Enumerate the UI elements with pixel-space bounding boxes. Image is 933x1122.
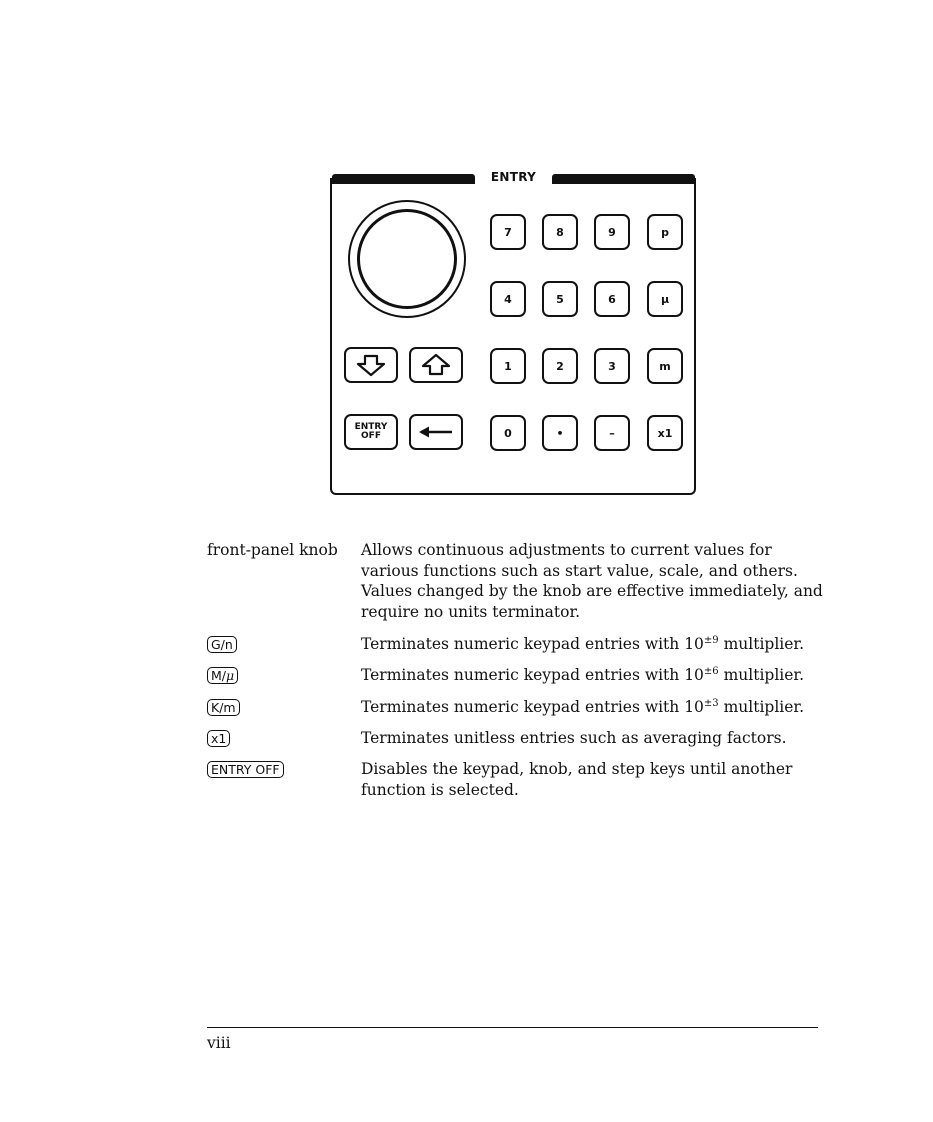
key-k-m-keycap — [207, 699, 240, 716]
exponent: ±6 — [703, 665, 719, 677]
desc-text: multiplier. — [718, 635, 805, 653]
keycap-text: m — [223, 700, 236, 715]
entry-off-key-label — [355, 423, 388, 441]
definition-term — [207, 728, 230, 749]
keycap-text: G/ — [211, 637, 225, 652]
desc-text: Terminates numeric keypad entries with 10 — [361, 666, 704, 684]
definition-term: front-panel knob — [207, 541, 338, 559]
footer-rule — [207, 1027, 818, 1028]
definition-description: Allows continuous adjustments to current values for various functions such as start value, scale, and others. Values changed by the knob are effective immediately, and require no units terminator. — [361, 541, 823, 621]
keycap-text: n — [224, 637, 233, 652]
backspace-key[interactable] — [409, 414, 463, 450]
knob-inner-ring — [357, 209, 457, 309]
desc-text: multiplier. — [718, 698, 805, 716]
definition-description: Disables the keypad, knob, and step keys until another function is selected. — [361, 760, 793, 799]
definition-term — [207, 697, 240, 718]
key-g-n-keycap — [207, 636, 237, 653]
step-up-key[interactable] — [409, 347, 463, 383]
key-7[interactable]: 7 — [490, 214, 526, 250]
down-arrow-icon — [355, 353, 387, 377]
desc-text: Terminates numeric keypad entries with 10 — [361, 635, 704, 653]
keycap-text: μ — [226, 668, 235, 683]
key-8[interactable]: 8 — [542, 214, 578, 250]
key-5[interactable]: 5 — [542, 281, 578, 317]
key-p[interactable]: p — [647, 214, 683, 250]
key-4[interactable]: 4 — [490, 281, 526, 317]
up-arrow-icon — [420, 353, 452, 377]
key-entry-off-keycap: ENTRY OFF — [207, 761, 284, 778]
keycap-text: M/ — [211, 668, 226, 683]
keycap-text: K/ — [211, 700, 224, 715]
exponent: ±3 — [703, 697, 719, 709]
left-arrow-icon — [417, 425, 455, 439]
desc-text: Terminates numeric keypad entries with 10 — [361, 698, 704, 716]
entry-off-key[interactable] — [344, 414, 398, 450]
definition-description — [361, 697, 827, 718]
entry-off-line2: OFF — [361, 431, 381, 441]
desc-text: multiplier. — [718, 666, 805, 684]
definition-description — [361, 665, 827, 686]
definition-description: Terminates unitless entries such as averaging factors. — [361, 729, 787, 747]
page-number: viii — [207, 1034, 231, 1052]
key-mu[interactable]: µ — [647, 281, 683, 317]
entry-off-line1: ENTRY — [354, 422, 388, 432]
definition-description — [361, 634, 827, 655]
panel-title: ENTRY — [490, 170, 537, 184]
definition-term — [207, 665, 238, 686]
key-6[interactable]: 6 — [594, 281, 630, 317]
key-minus[interactable]: – — [594, 415, 630, 451]
key-x1[interactable]: x1 — [647, 415, 683, 451]
entry-panel-figure — [328, 168, 700, 500]
key-m-mu-keycap — [207, 667, 238, 684]
exponent: ±9 — [703, 634, 719, 646]
definition-term — [207, 759, 284, 780]
key-1[interactable]: 1 — [490, 348, 526, 384]
key-m[interactable]: m — [647, 348, 683, 384]
key-2[interactable]: 2 — [542, 348, 578, 384]
definition-term — [207, 634, 237, 655]
key-0[interactable]: 0 — [490, 415, 526, 451]
key-x1-keycap: x1 — [207, 730, 230, 747]
key-3[interactable]: 3 — [594, 348, 630, 384]
panel-body — [330, 178, 696, 495]
step-down-key[interactable] — [344, 347, 398, 383]
key-9[interactable]: 9 — [594, 214, 630, 250]
key-decimal-point[interactable]: • — [542, 415, 578, 451]
front-panel-knob[interactable] — [348, 200, 466, 318]
